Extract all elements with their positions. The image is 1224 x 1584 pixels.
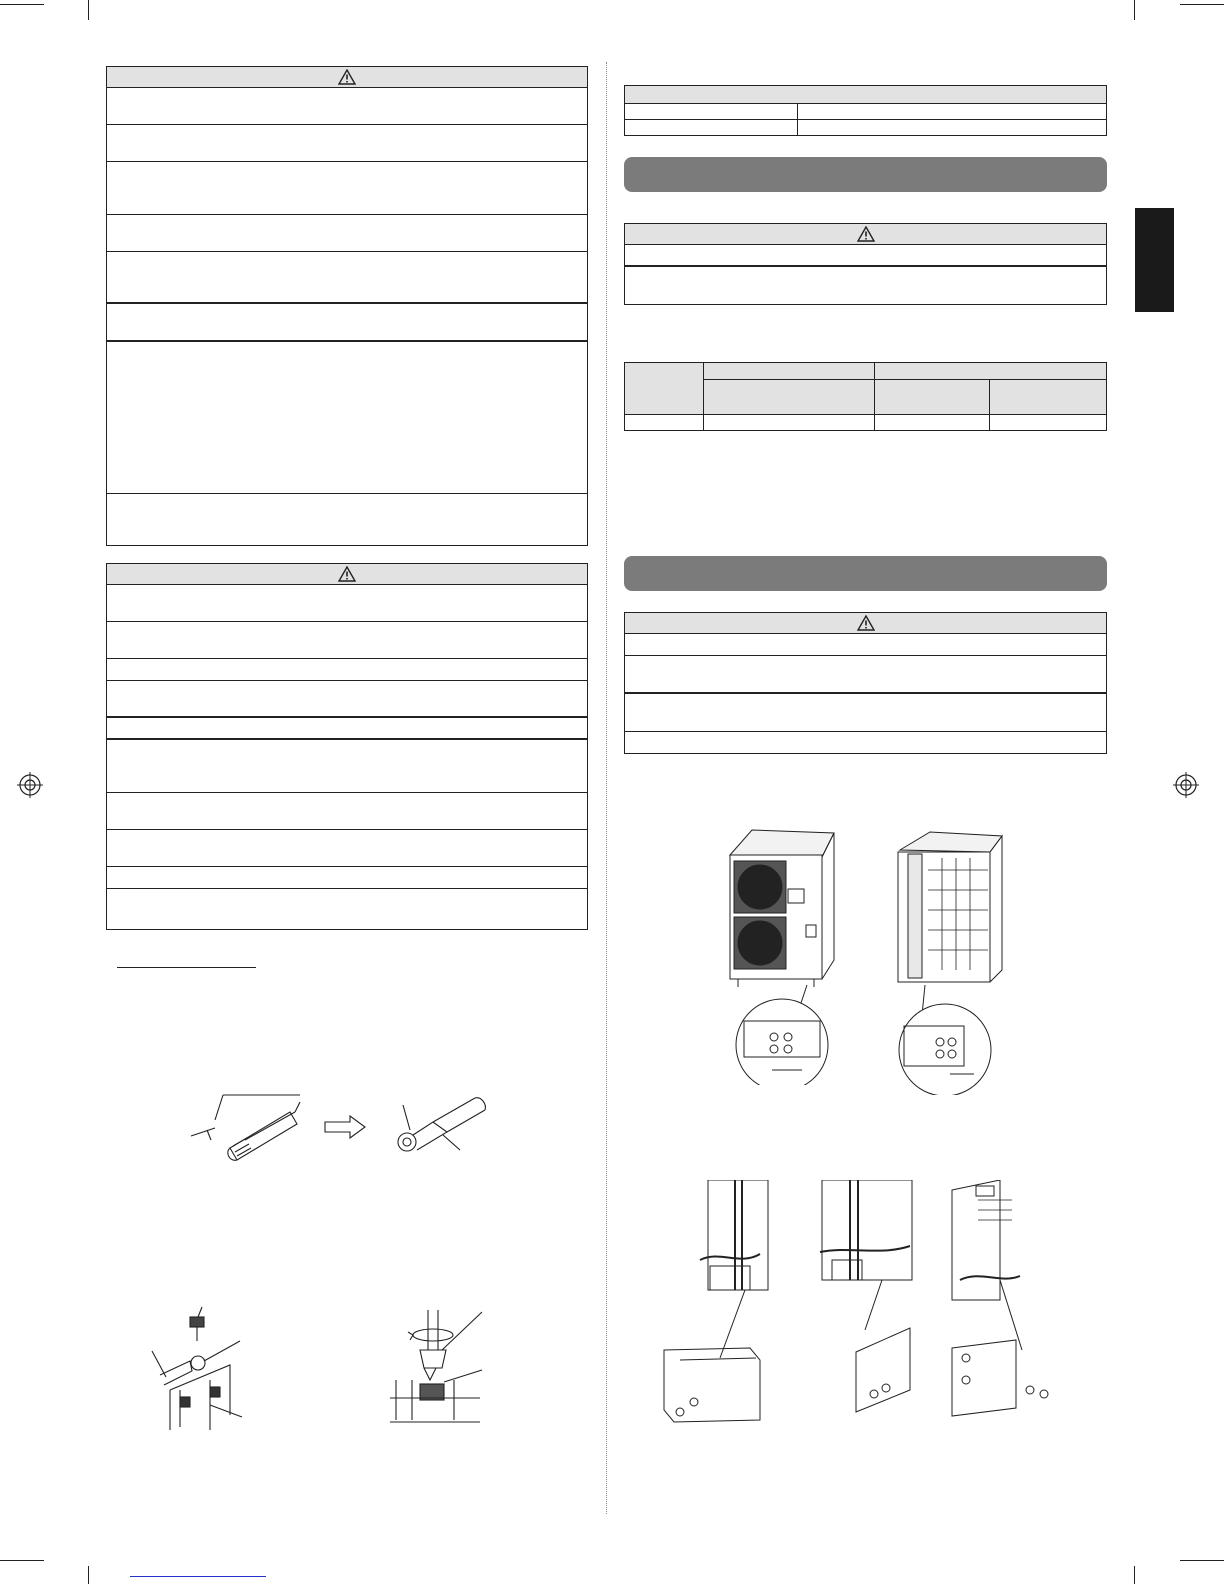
warning-header [625, 224, 1106, 245]
section-header-bar [624, 157, 1107, 192]
warning-row [625, 267, 1106, 303]
table-cell [798, 120, 1107, 136]
warning-triangle-icon [338, 69, 356, 85]
crop-mark [0, 4, 44, 5]
table-header-cell [875, 363, 1107, 380]
warning-triangle-icon [857, 615, 875, 631]
table-row [625, 363, 1107, 380]
table-row [625, 120, 1107, 136]
screwdriver-tightening-figure [390, 1310, 490, 1430]
warning-row [107, 304, 587, 342]
table-header-cell [625, 86, 1107, 104]
table-header-cell [625, 363, 704, 415]
table-cell [625, 104, 798, 120]
warning-row [107, 125, 587, 162]
crop-mark [0, 1560, 44, 1561]
caution-row [107, 622, 587, 659]
caution-row [107, 681, 587, 718]
warning-header [107, 67, 587, 88]
warning-row [107, 162, 587, 215]
pipe-cover-installation-figures [660, 1180, 1080, 1440]
caution-row [107, 867, 587, 889]
warning-triangle-icon [338, 566, 356, 582]
table-row [625, 104, 1107, 120]
caution-row [625, 732, 1106, 752]
caution-header [107, 564, 587, 585]
caution-header [625, 613, 1106, 634]
column-divider [606, 62, 607, 1514]
warning-triangle-icon [857, 226, 875, 242]
spec-table [624, 362, 1107, 431]
table-cell [990, 415, 1107, 431]
footer-link[interactable] [130, 1576, 266, 1577]
caution-row [107, 830, 587, 867]
table-header-cell [875, 380, 990, 415]
wire-stripping-and-ring-terminal-figure [185, 1090, 505, 1170]
outdoor-unit-front-view-figure [722, 825, 842, 1085]
table-cell [875, 415, 990, 431]
caution-row [107, 740, 587, 793]
top-table [624, 85, 1107, 136]
table-row [625, 415, 1107, 431]
warning-row [107, 342, 587, 494]
caution-row [107, 889, 587, 929]
registration-mark-icon [17, 772, 43, 798]
warning-row [107, 494, 587, 544]
warning-row [107, 88, 587, 125]
language-tab [1135, 208, 1174, 312]
crop-mark [1180, 1560, 1224, 1561]
caution-row [107, 659, 587, 681]
caution-row [625, 656, 1106, 694]
table-header-cell [704, 380, 875, 415]
caution-row [625, 634, 1106, 656]
caution-row [625, 694, 1106, 732]
table-row [625, 86, 1107, 104]
crop-mark [1134, 1566, 1135, 1584]
section-heading-underline [117, 967, 256, 968]
terminal-screw-connection-figure [150, 1305, 250, 1435]
table-cell [625, 415, 704, 431]
outdoor-unit-rear-view-figure [890, 830, 1010, 1095]
caution-row [107, 718, 587, 740]
table-header-cell [704, 363, 875, 380]
table-cell [798, 104, 1107, 120]
caution-row [107, 793, 587, 830]
warning-row [625, 245, 1106, 267]
warning-box [624, 223, 1107, 305]
crop-mark [88, 0, 89, 20]
registration-mark-icon [1173, 772, 1199, 798]
caution-box [624, 612, 1107, 754]
crop-mark [1180, 4, 1224, 5]
crop-mark [1134, 0, 1135, 20]
caution-box [106, 563, 588, 930]
warning-row [107, 252, 587, 304]
caution-row [107, 585, 587, 622]
warning-row [107, 215, 587, 252]
warning-box [106, 66, 588, 546]
table-cell [704, 415, 875, 431]
table-cell [625, 120, 798, 136]
crop-mark [88, 1566, 89, 1584]
table-header-cell [990, 380, 1107, 415]
section-header-bar [624, 556, 1107, 591]
